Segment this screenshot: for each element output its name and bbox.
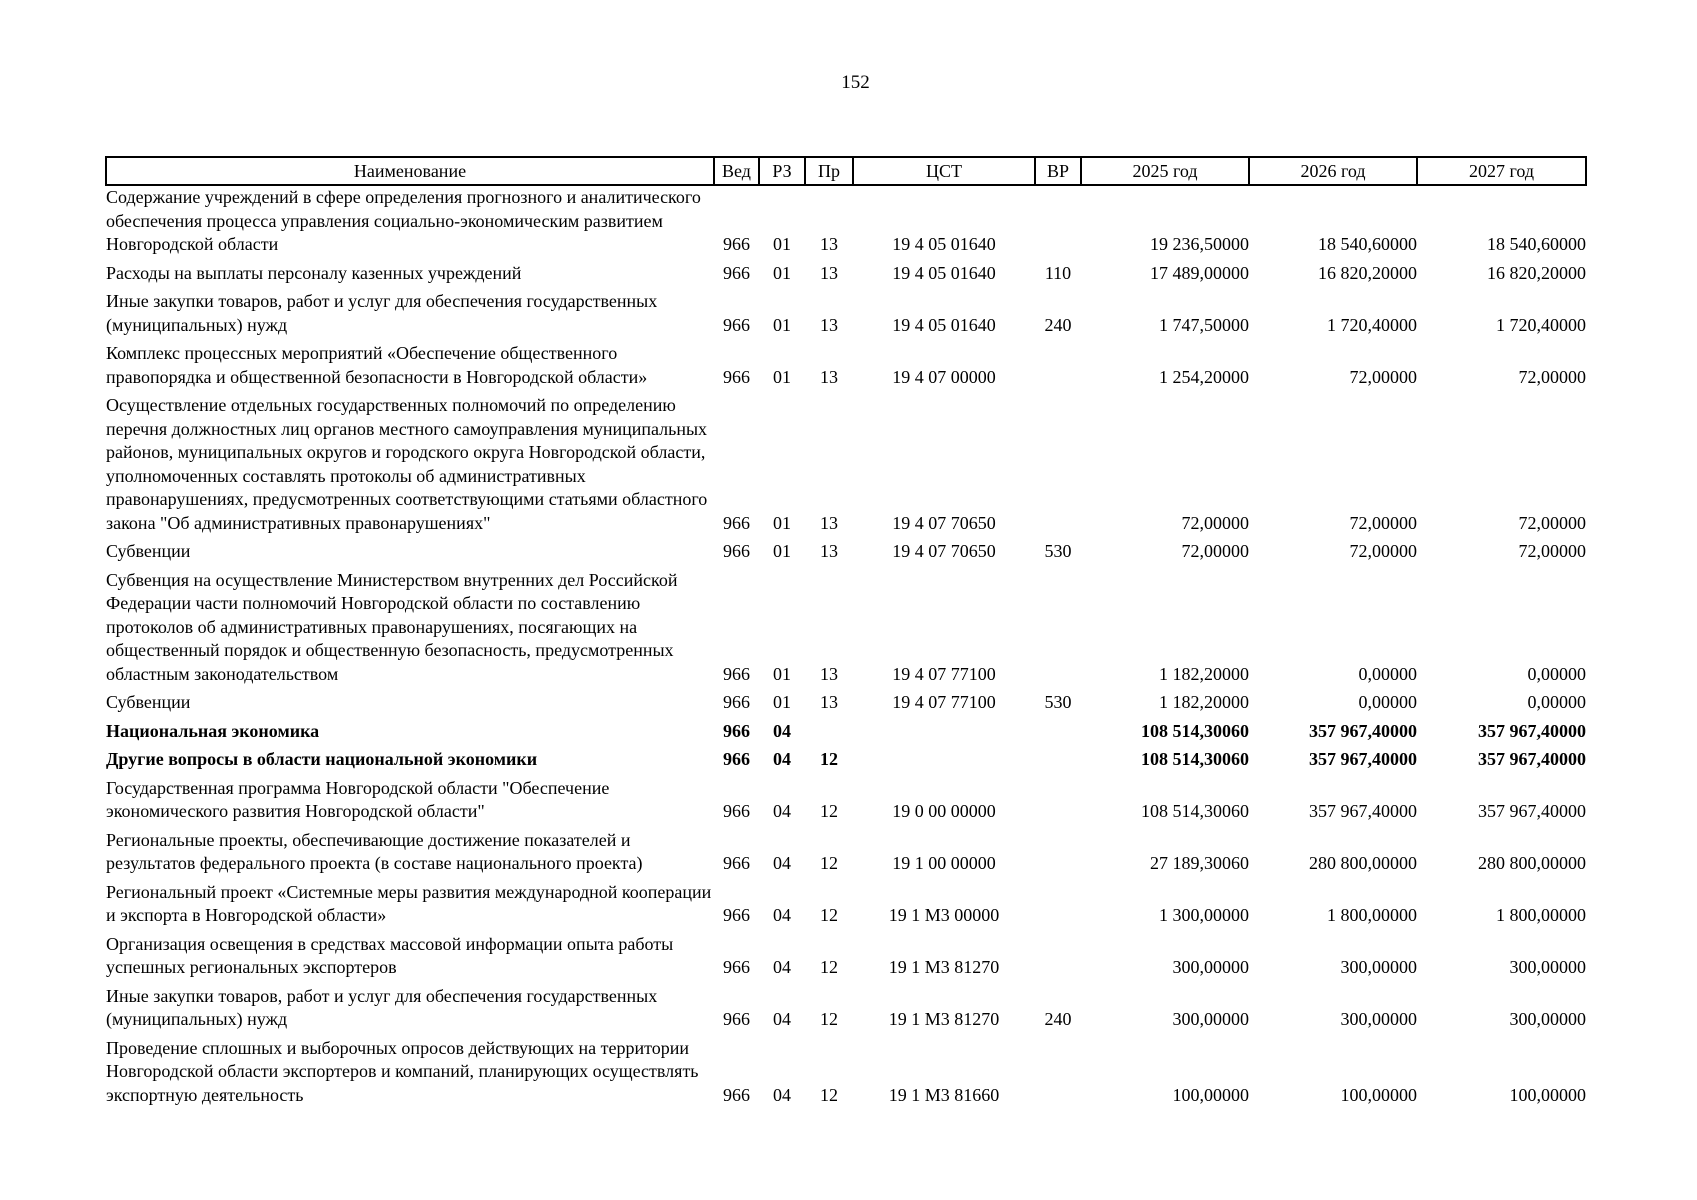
table-row <box>106 928 1586 980</box>
row-amount-2026: 72,00000 <box>1349 541 1417 561</box>
row-ved: 966 <box>723 905 750 925</box>
row-name: Иные закупки товаров, работ и услуг для обеспечения государственных (муниципальных) нужд <box>106 291 658 335</box>
row-vr: 110 <box>1044 262 1072 283</box>
row-amount-2027: 0,00000 <box>1527 692 1586 712</box>
row-pr: 12 <box>820 1084 838 1105</box>
row-amount-2027: 357 967,40000 <box>1478 720 1586 741</box>
row-name: Государственная программа Новгородской области "Обеспечение экономического развития Новгородской области" <box>106 777 610 821</box>
header-vr: ВР <box>1035 157 1081 185</box>
row-rz: 04 <box>773 1084 791 1105</box>
header-name: Наименование <box>106 157 714 185</box>
row-amount-2025: 100,00000 <box>1172 1084 1249 1105</box>
header-cst: ЦСТ <box>853 157 1035 185</box>
header-pr: Пр <box>805 157 853 185</box>
row-amount-2025: 1 747,50000 <box>1159 314 1249 335</box>
row-cst: 19 4 07 77100 <box>892 663 996 684</box>
table-row <box>106 257 1586 286</box>
row-cst <box>853 715 1035 744</box>
row-amount-2027: 1 720,40000 <box>1496 314 1586 335</box>
table-row <box>106 185 1586 257</box>
row-vr: 240 <box>1044 1009 1072 1029</box>
row-rz: 01 <box>773 692 791 712</box>
row-rz: 01 <box>773 541 791 561</box>
row-amount-2026: 16 820,20000 <box>1318 262 1417 283</box>
row-ved: 966 <box>723 314 750 335</box>
row-amount-2027: 280 800,00000 <box>1478 853 1586 873</box>
row-vr <box>1035 185 1081 257</box>
row-rz: 04 <box>773 905 791 925</box>
row-pr: 12 <box>820 749 838 769</box>
row-name: Национальная экономика <box>106 720 320 741</box>
row-amount-2026: 300,00000 <box>1340 957 1417 977</box>
table-row <box>106 389 1586 535</box>
row-amount-2025: 108 514,30060 <box>1141 801 1249 821</box>
row-amount-2027: 357 967,40000 <box>1478 801 1586 821</box>
row-name: Субвенция на осуществление Министерством внутренних дел Российской Федерации части полномочий Новгородской области по составлению протоколов об административных правонарушениях, посягающих на общественный порядок и общественную безопасность, предусмотренных областным законодательством <box>106 569 678 684</box>
row-ved: 966 <box>723 720 750 741</box>
row-amount-2026: 300,00000 <box>1340 1009 1417 1029</box>
row-name: Региональный проект «Системные меры развития международной кооперации и экспорта в Новгородской области» <box>106 881 712 925</box>
table-row <box>106 285 1586 337</box>
table-row <box>106 337 1586 389</box>
header-2025: 2025 год <box>1081 157 1249 185</box>
row-amount-2025: 72,00000 <box>1181 541 1249 561</box>
row-pr: 12 <box>820 1009 838 1029</box>
row-vr: 240 <box>1044 314 1072 335</box>
page-number: 152 <box>841 72 870 93</box>
row-cst: 19 4 07 70650 <box>892 512 996 533</box>
row-name: Субвенции <box>106 541 191 561</box>
row-amount-2027: 16 820,20000 <box>1487 262 1586 283</box>
row-rz: 01 <box>773 262 791 283</box>
row-pr: 13 <box>820 234 838 254</box>
table-row <box>106 715 1586 744</box>
row-cst: 19 1 М3 81270 <box>888 1009 1000 1029</box>
row-amount-2027: 100,00000 <box>1509 1084 1586 1105</box>
row-cst: 19 1 М3 81660 <box>888 1084 1000 1105</box>
row-vr <box>1035 564 1081 687</box>
row-cst: 19 4 07 77100 <box>892 692 996 712</box>
row-vr <box>1035 824 1081 876</box>
table-body <box>106 185 1586 1107</box>
header-2027: 2027 год <box>1417 157 1586 185</box>
row-pr: 13 <box>820 512 838 533</box>
row-pr: 13 <box>820 314 838 335</box>
row-ved: 966 <box>723 957 750 977</box>
row-amount-2025: 108 514,30060 <box>1141 749 1249 769</box>
row-rz: 04 <box>773 1009 791 1029</box>
row-amount-2025: 300,00000 <box>1172 1009 1249 1029</box>
row-vr <box>1035 715 1081 744</box>
header-ved: Вед <box>714 157 759 185</box>
row-cst: 19 4 07 70650 <box>892 541 996 561</box>
row-amount-2026: 357 967,40000 <box>1309 749 1417 769</box>
table-row <box>106 772 1586 824</box>
row-pr: 12 <box>820 853 838 873</box>
table-row <box>106 1032 1586 1108</box>
row-rz: 01 <box>773 234 791 254</box>
row-amount-2025: 72,00000 <box>1181 512 1249 533</box>
row-vr: 530 <box>1044 692 1072 712</box>
row-amount-2027: 300,00000 <box>1509 957 1586 977</box>
row-name: Иные закупки товаров, работ и услуг для обеспечения государственных (муниципальных) нужд <box>106 985 658 1029</box>
row-vr <box>1035 1032 1081 1108</box>
row-pr: 13 <box>820 541 838 561</box>
table-row <box>106 743 1586 772</box>
table-row <box>106 824 1586 876</box>
row-pr: 13 <box>820 366 838 387</box>
table-row <box>106 535 1586 564</box>
row-ved: 966 <box>723 541 750 561</box>
row-amount-2027: 72,00000 <box>1518 366 1586 387</box>
row-rz: 04 <box>773 801 791 821</box>
row-pr: 12 <box>820 957 838 977</box>
header-rz: РЗ <box>759 157 805 185</box>
row-amount-2027: 72,00000 <box>1518 541 1586 561</box>
row-cst: 19 0 00 00000 <box>892 801 996 821</box>
row-vr <box>1035 337 1081 389</box>
row-ved: 966 <box>723 801 750 821</box>
row-pr <box>805 715 853 744</box>
row-amount-2025: 108 514,30060 <box>1141 720 1249 741</box>
row-cst: 19 4 07 00000 <box>892 366 996 387</box>
row-cst: 19 4 05 01640 <box>892 234 996 254</box>
row-ved: 966 <box>723 853 750 873</box>
row-name: Содержание учреждений в сфере определения прогнозного и аналитического обеспечения процесса управления социально-экономическим развитием Новгородской области <box>106 187 701 254</box>
row-amount-2027: 357 967,40000 <box>1478 749 1586 769</box>
table-header-row <box>106 157 1586 185</box>
row-amount-2026: 0,00000 <box>1358 692 1417 712</box>
row-rz: 01 <box>773 663 791 684</box>
row-amount-2025: 27 189,30060 <box>1150 853 1249 873</box>
row-vr <box>1035 389 1081 535</box>
row-vr <box>1035 876 1081 928</box>
row-vr <box>1035 743 1081 772</box>
row-name: Расходы на выплаты персоналу казенных учреждений <box>106 262 522 283</box>
row-name: Региональные проекты, обеспечивающие достижение показателей и результатов федерального проекта (в составе национального проекта) <box>106 829 643 873</box>
row-amount-2026: 280 800,00000 <box>1309 853 1417 873</box>
row-pr: 12 <box>820 905 838 925</box>
row-rz: 01 <box>773 512 791 533</box>
row-rz: 04 <box>773 957 791 977</box>
header-2026: 2026 год <box>1249 157 1417 185</box>
row-amount-2026: 357 967,40000 <box>1309 720 1417 741</box>
row-amount-2026: 72,00000 <box>1349 366 1417 387</box>
row-cst: 19 1 00 00000 <box>892 853 996 873</box>
row-amount-2027: 300,00000 <box>1509 1009 1586 1029</box>
row-amount-2025: 300,00000 <box>1172 957 1249 977</box>
row-cst: 19 4 05 01640 <box>892 314 996 335</box>
row-amount-2027: 1 800,00000 <box>1496 905 1586 925</box>
row-amount-2026: 72,00000 <box>1349 512 1417 533</box>
row-pr: 12 <box>820 801 838 821</box>
row-ved: 966 <box>723 749 750 769</box>
row-vr <box>1035 772 1081 824</box>
row-cst <box>853 743 1035 772</box>
row-amount-2026: 357 967,40000 <box>1309 801 1417 821</box>
row-amount-2025: 19 236,50000 <box>1150 234 1249 254</box>
row-cst: 19 1 М3 00000 <box>888 905 1000 925</box>
row-name: Организация освещения в средствах массовой информации опыта работы успешных региональных экспортеров <box>106 933 674 977</box>
row-name: Проведение сплошных и выборочных опросов действующих на территории Новгородской области экспортеров и компаний, планирующих осуществлять экспортную деятельность <box>106 1037 699 1105</box>
row-amount-2026: 1 720,40000 <box>1327 314 1417 335</box>
table-row <box>106 876 1586 928</box>
row-ved: 966 <box>723 234 750 254</box>
row-cst: 19 1 М3 81270 <box>888 957 1000 977</box>
row-ved: 966 <box>723 1009 750 1029</box>
row-pr: 13 <box>820 663 838 684</box>
table-row <box>106 980 1586 1032</box>
row-amount-2025: 1 254,20000 <box>1159 366 1249 387</box>
row-vr: 530 <box>1044 541 1072 561</box>
row-rz: 01 <box>773 314 791 335</box>
row-name: Комплекс процессных мероприятий «Обеспечение общественного правопорядка и общественной безопасности в Новгородской области» <box>106 343 648 387</box>
row-ved: 966 <box>723 663 750 684</box>
row-amount-2025: 1 182,20000 <box>1159 663 1249 684</box>
row-amount-2027: 18 540,60000 <box>1487 234 1586 254</box>
row-vr <box>1035 928 1081 980</box>
row-amount-2026: 100,00000 <box>1340 1084 1417 1105</box>
row-ved: 966 <box>723 366 750 387</box>
row-amount-2025: 1 182,20000 <box>1159 692 1249 712</box>
row-amount-2025: 1 300,00000 <box>1159 905 1249 925</box>
row-name: Другие вопросы в области национальной экономики <box>106 749 538 769</box>
row-ved: 966 <box>723 512 750 533</box>
row-cst: 19 4 05 01640 <box>892 262 996 283</box>
table-row <box>106 564 1586 687</box>
row-amount-2026: 18 540,60000 <box>1318 234 1417 254</box>
row-rz: 04 <box>773 720 791 741</box>
row-amount-2027: 0,00000 <box>1527 663 1586 684</box>
row-ved: 966 <box>723 692 750 712</box>
row-amount-2026: 0,00000 <box>1358 663 1417 684</box>
row-ved: 966 <box>723 262 750 283</box>
row-amount-2025: 17 489,00000 <box>1150 262 1249 283</box>
row-rz: 04 <box>773 749 791 769</box>
row-pr: 13 <box>820 262 838 283</box>
row-ved: 966 <box>723 1084 750 1105</box>
row-amount-2026: 1 800,00000 <box>1327 905 1417 925</box>
row-amount-2027: 72,00000 <box>1518 512 1586 533</box>
row-name: Субвенции <box>106 692 191 712</box>
table-row <box>106 686 1586 715</box>
row-rz: 04 <box>773 853 791 873</box>
row-rz: 01 <box>773 366 791 387</box>
row-name: Осуществление отдельных государственных полномочий по определению перечня должностных лиц органов местного самоуправления муниципальных районов, муниципальных округов и городского округа Новгородской области, уполномоченных составлять протоколы об административных правонарушениях, предусмотренных соответствующими статьями областного закона "Об административных правонарушениях" <box>106 395 708 533</box>
row-pr: 13 <box>820 692 838 712</box>
budget-table <box>105 156 1587 1107</box>
